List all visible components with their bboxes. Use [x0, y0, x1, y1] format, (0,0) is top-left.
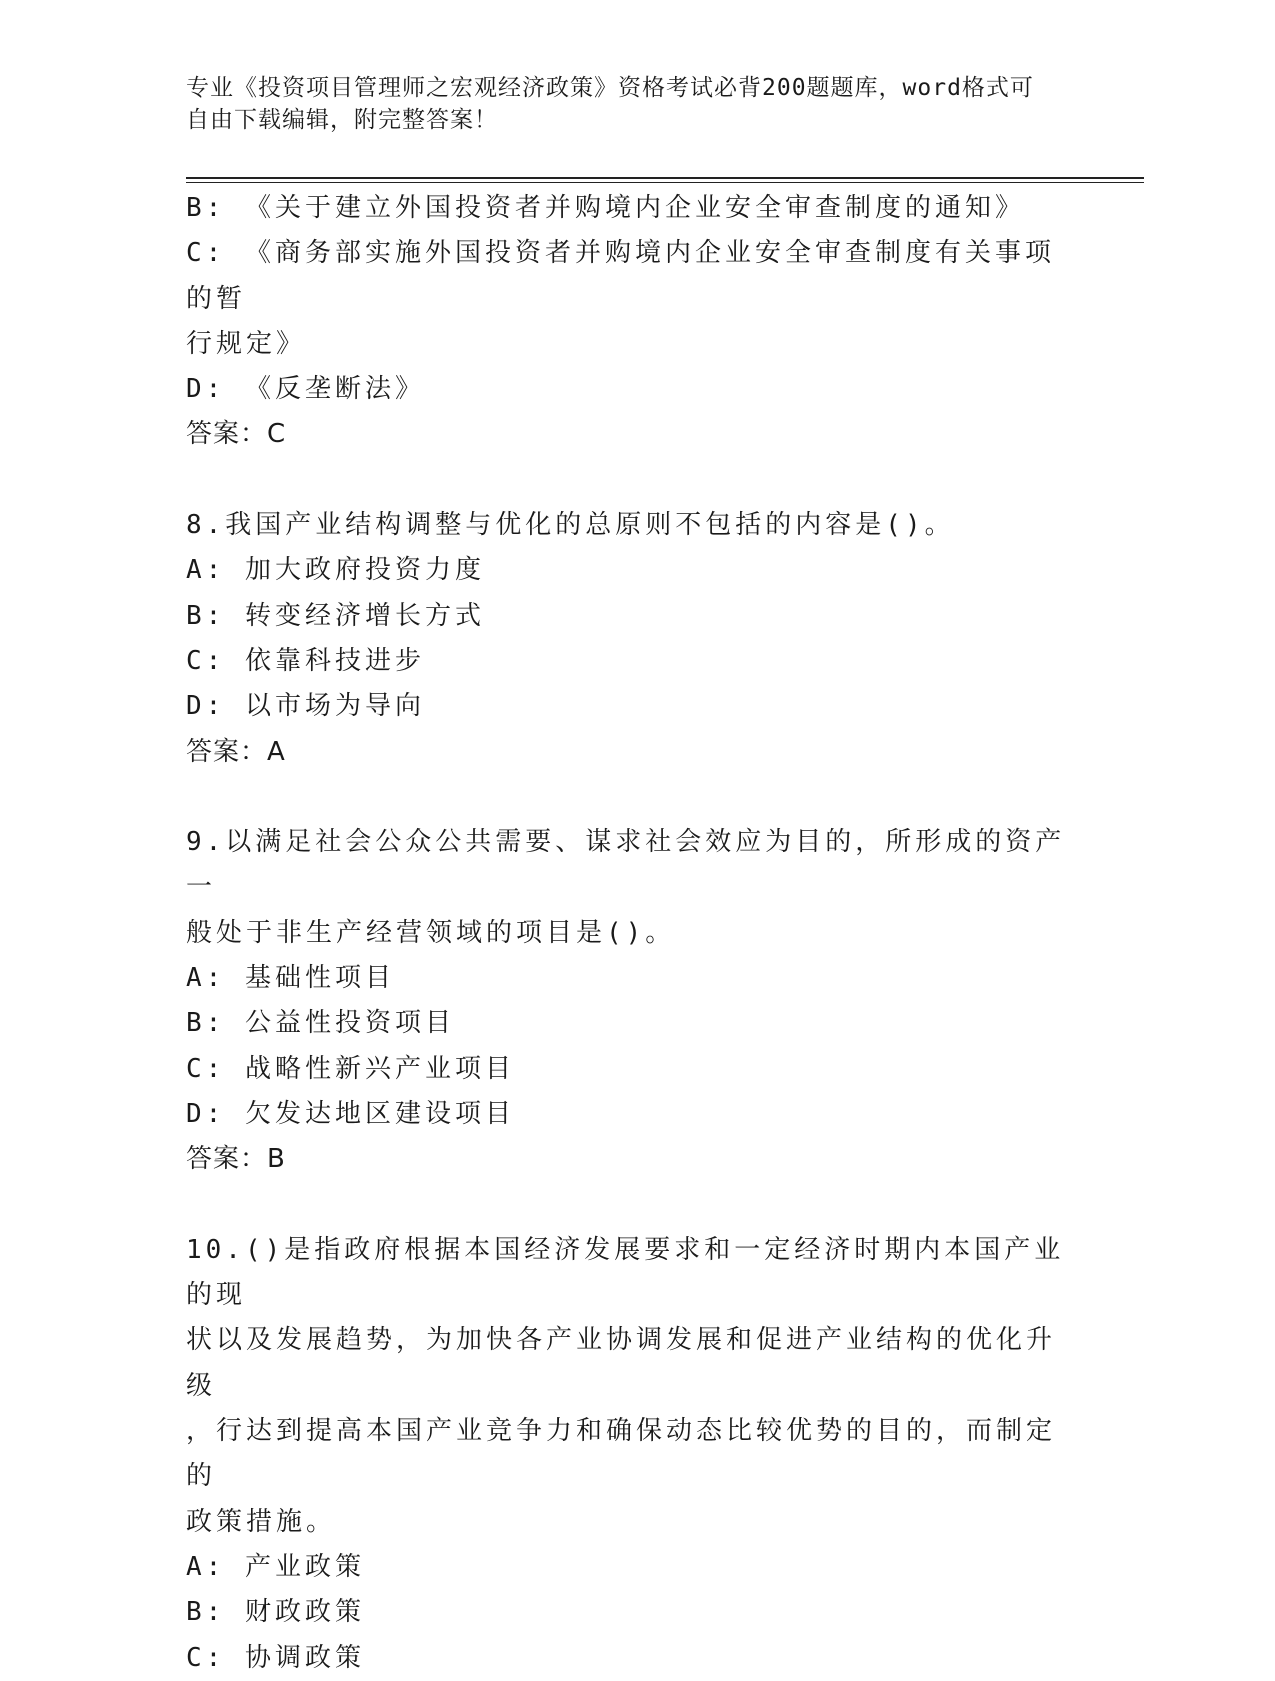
q7-option-c-line-2: 行规定》 [186, 328, 307, 359]
question-10 [186, 1228, 1066, 1681]
q8-option-b: B: 转变经济增长方式 [186, 600, 485, 631]
header-divider-thin [186, 182, 1144, 183]
question-8 [186, 503, 1066, 775]
q7-option-b: B: 《关于建立外国投资者并购境内企业安全审查制度的通知》 [186, 193, 1025, 223]
question-list [186, 186, 1066, 1681]
q10-option-c: C: 协调政策 [186, 1642, 365, 1673]
page-header [186, 72, 1066, 136]
q10-question-line-1: 10.()是指政府根据本国经济发展要求和一定经济时期内本国产业的现 [186, 1234, 1065, 1311]
header-divider-thick [186, 177, 1144, 179]
header-line-1: 专业《投资项目管理师之宏观经济政策》资格考试必背200题题库，word格式可 [186, 75, 1034, 101]
q9-answer: 答案：B [186, 1144, 286, 1175]
q8-question: 8.我国产业结构调整与优化的总原则不包括的内容是()。 [186, 510, 955, 541]
q8-option-c: C: 依靠科技进步 [186, 645, 425, 676]
spacer [186, 1183, 1066, 1228]
q7-answer: 答案：C [186, 419, 287, 450]
q9-option-b: B: 公益性投资项目 [186, 1008, 455, 1039]
q7-option-c-line-1: C: 《商务部实施外国投资者并购境内企业安全审查制度有关事项的暂 [186, 238, 1055, 314]
question-7-tail [186, 186, 1066, 458]
q10-question-line-2: 状以及发展趋势，为加快各产业协调发展和促进产业结构的优化升级 [186, 1325, 1057, 1401]
q9-option-d: D: 欠发达地区建设项目 [186, 1098, 515, 1129]
q9-question-line-2: 般处于非生产经营领域的项目是()。 [186, 917, 676, 948]
q10-question-line-3: ，行达到提高本国产业竞争力和确保动态比较优势的目的，而制定的 [186, 1416, 1057, 1492]
q9-option-c: C: 战略性新兴产业项目 [186, 1053, 515, 1084]
q9-option-a: A: 基础性项目 [186, 963, 395, 994]
q10-option-a: A: 产业政策 [186, 1551, 365, 1582]
q10-option-b: B: 财政政策 [186, 1597, 365, 1628]
q8-option-d: D: 以市场为导向 [186, 691, 425, 722]
q8-option-a: A: 加大政府投资力度 [186, 555, 485, 586]
q8-answer: 答案：A [186, 736, 286, 767]
spacer [186, 775, 1066, 820]
header-line-2: 自由下载编辑，附完整答案！ [186, 107, 498, 133]
q7-option-d: D: 《反垄断法》 [186, 374, 425, 405]
q10-question-line-4: 政策措施。 [186, 1506, 337, 1537]
spacer [186, 458, 1066, 503]
q9-question-line-1: 9.以满足社会公众公共需要、谋求社会效应为目的，所形成的资产一 [186, 827, 1066, 903]
question-9 [186, 820, 1066, 1182]
